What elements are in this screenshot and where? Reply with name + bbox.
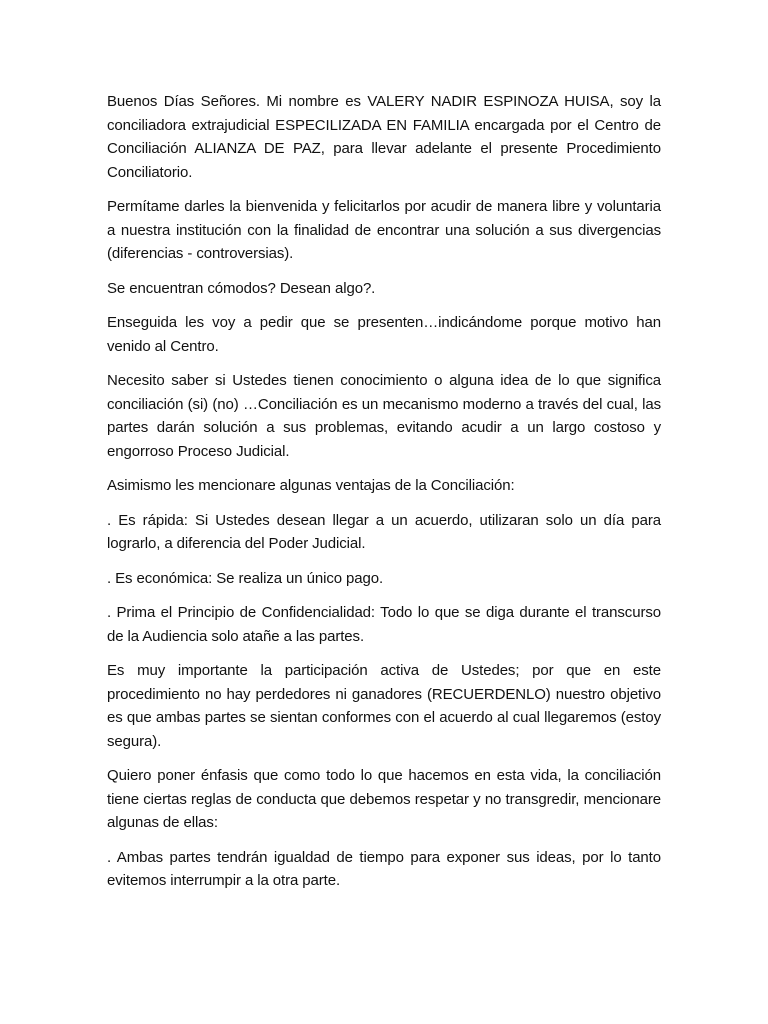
paragraph-rule-equal-time: . Ambas partes tendrán igualdad de tiempo para exponer sus ideas, por lo tanto evitemos interrumpir a la otra parte. xyxy=(107,848,661,889)
paragraph-advantages-intro: Asimismo les mencionare algunas ventajas de la Conciliación: xyxy=(107,477,515,494)
paragraph-greeting: Buenos Días Señores. Mi nombre es VALERY NADIR ESPINOZA HUISA, soy la conciliadora extrajudicial ESPECILIZADA EN FAMILIA encargada por el Centro de Conciliación ALIANZA DE PAZ, para llevar adelante el presente Procedimiento Conciliatorio. xyxy=(107,93,661,181)
paragraph-conciliation-definition: Necesito saber si Ustedes tienen conocimiento o alguna idea de lo que significa conciliación (si) (no) …Conciliación es un mecanismo moderno a través del cual, las partes darán solución a sus problemas, evitando acudir a un largo costoso y engorroso Proceso Judicial. xyxy=(107,372,661,460)
paragraph-rules-intro: Quiero poner énfasis que como todo lo que hacemos en esta vida, la conciliación tiene ciertas reglas de conducta que debemos respetar y no transgredir, mencionare algunas de ellas: xyxy=(107,767,661,831)
paragraph-advantage-fast: . Es rápida: Si Ustedes desean llegar a un acuerdo, utilizaran solo un día para lograrlo, a diferencia del Poder Judicial. xyxy=(107,511,661,552)
paragraph-welcome: Permítame darles la bienvenida y felicitarlos por acudir de manera libre y voluntaria a nuestra institución con la finalidad de encontrar una solución a sus divergencias (diferencias - controversias). xyxy=(107,198,661,262)
paragraph-introductions: Enseguida les voy a pedir que se presenten…indicándome porque motivo han venido al Centro. xyxy=(107,314,661,355)
paragraph-advantage-economic: . Es económica: Se realiza un único pago. xyxy=(107,569,384,587)
paragraph-comfort-question: Se encuentran cómodos? Desean algo?. xyxy=(107,279,376,297)
paragraph-active-participation: Es muy importante la participación activa de Ustedes; por que en este procedimiento no hay perdedores ni ganadores (RECUERDENLO) nuestro objetivo es que ambas partes se sientan conformes con el acuerdo al cual llegaremos (estoy segura). xyxy=(107,662,661,750)
paragraph-advantage-confidentiality: . Prima el Principio de Confidencialidad: Todo lo que se diga durante el transcurso de la Audiencia solo atañe a las partes. xyxy=(107,604,661,645)
document-body xyxy=(107,90,661,904)
